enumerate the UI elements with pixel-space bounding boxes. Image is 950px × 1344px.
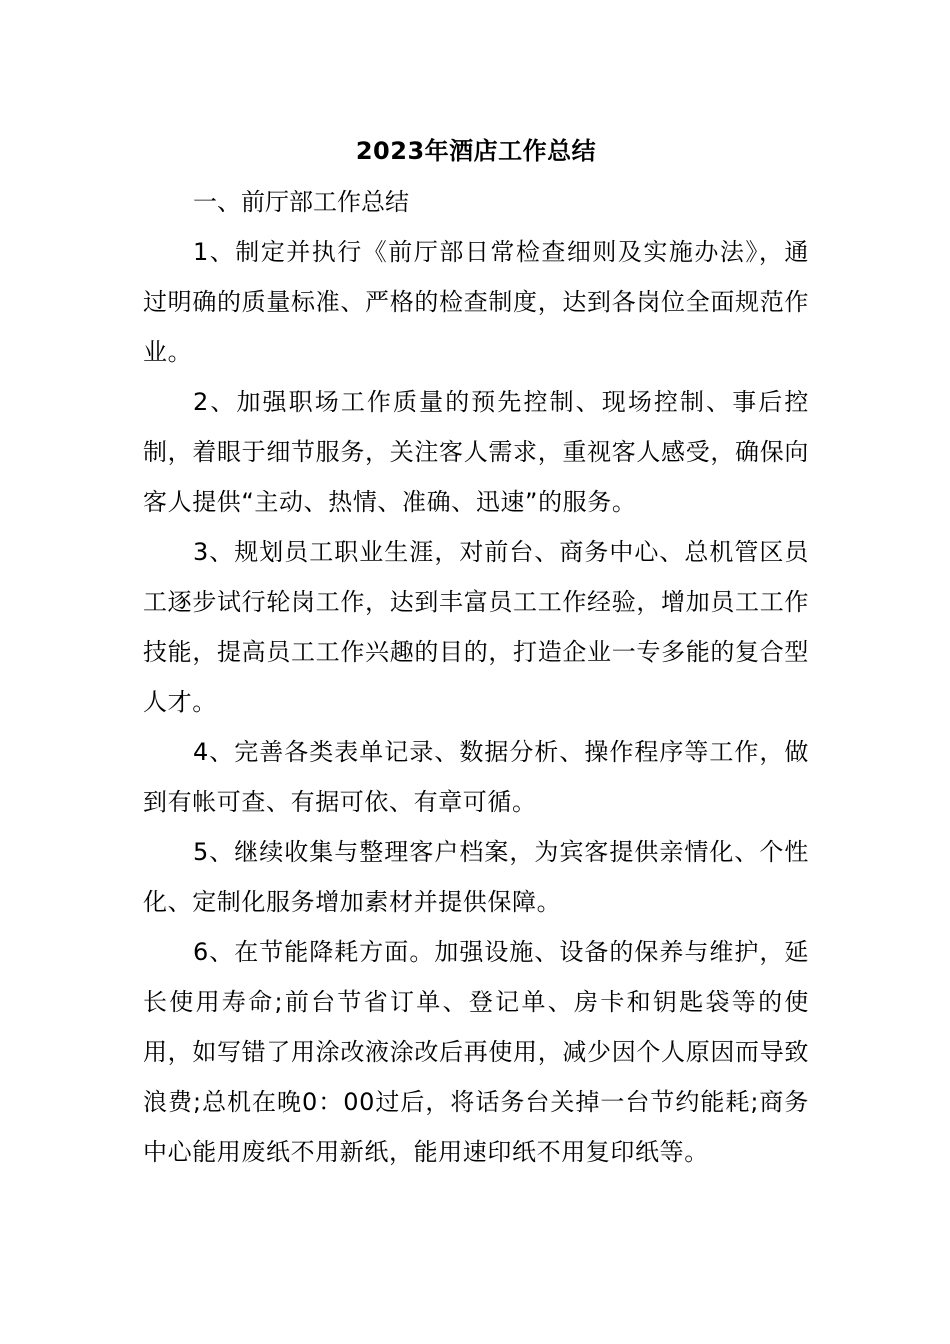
- paragraph-3: 3、规划员工职业生涯，对前台、商务中心、总机管区员工逐步试行轮岗工作，达到丰富员工工作经验，增加员工工作技能，提高员工工作兴趣的目的，打造企业一专多能的复合型人才。: [143, 538, 809, 716]
- paragraph-6: 6、在节能降耗方面。加强设施、设备的保养与维护，延长使用寿命;前台节省订单、登记单、房卡和钥匙袋等的使用，如写错了用涂改液涂改后再使用，减少因个人原因而导致浪费;总机在晚0：00过后，将话务台关掉一台节约能耗;商务中心能用废纸不用新纸，能用速印纸不用复印纸等。: [143, 938, 809, 1166]
- document-page: [143, 127, 809, 1177]
- paragraph-4: 4、完善各类表单记录、数据分析、操作程序等工作，做到有帐可查、有据可依、有章可循。: [143, 738, 809, 816]
- paragraph-5: 5、继续收集与整理客户档案，为宾客提供亲情化、个性化、定制化服务增加素材并提供保障。: [143, 838, 809, 916]
- document-title: 2023年酒店工作总结: [355, 137, 597, 165]
- paragraph-1: 1、制定并执行《前厅部日常检查细则及实施办法》，通过明确的质量标准、严格的检查制度，达到各岗位全面规范作业。: [143, 238, 809, 366]
- paragraph-2: 2、加强职场工作质量的预先控制、现场控制、事后控制，着眼于细节服务，关注客人需求，重视客人感受，确保向客人提供“主动、热情、准确、迅速”的服务。: [143, 388, 809, 516]
- section-heading: 一、前厅部工作总结: [193, 188, 409, 216]
